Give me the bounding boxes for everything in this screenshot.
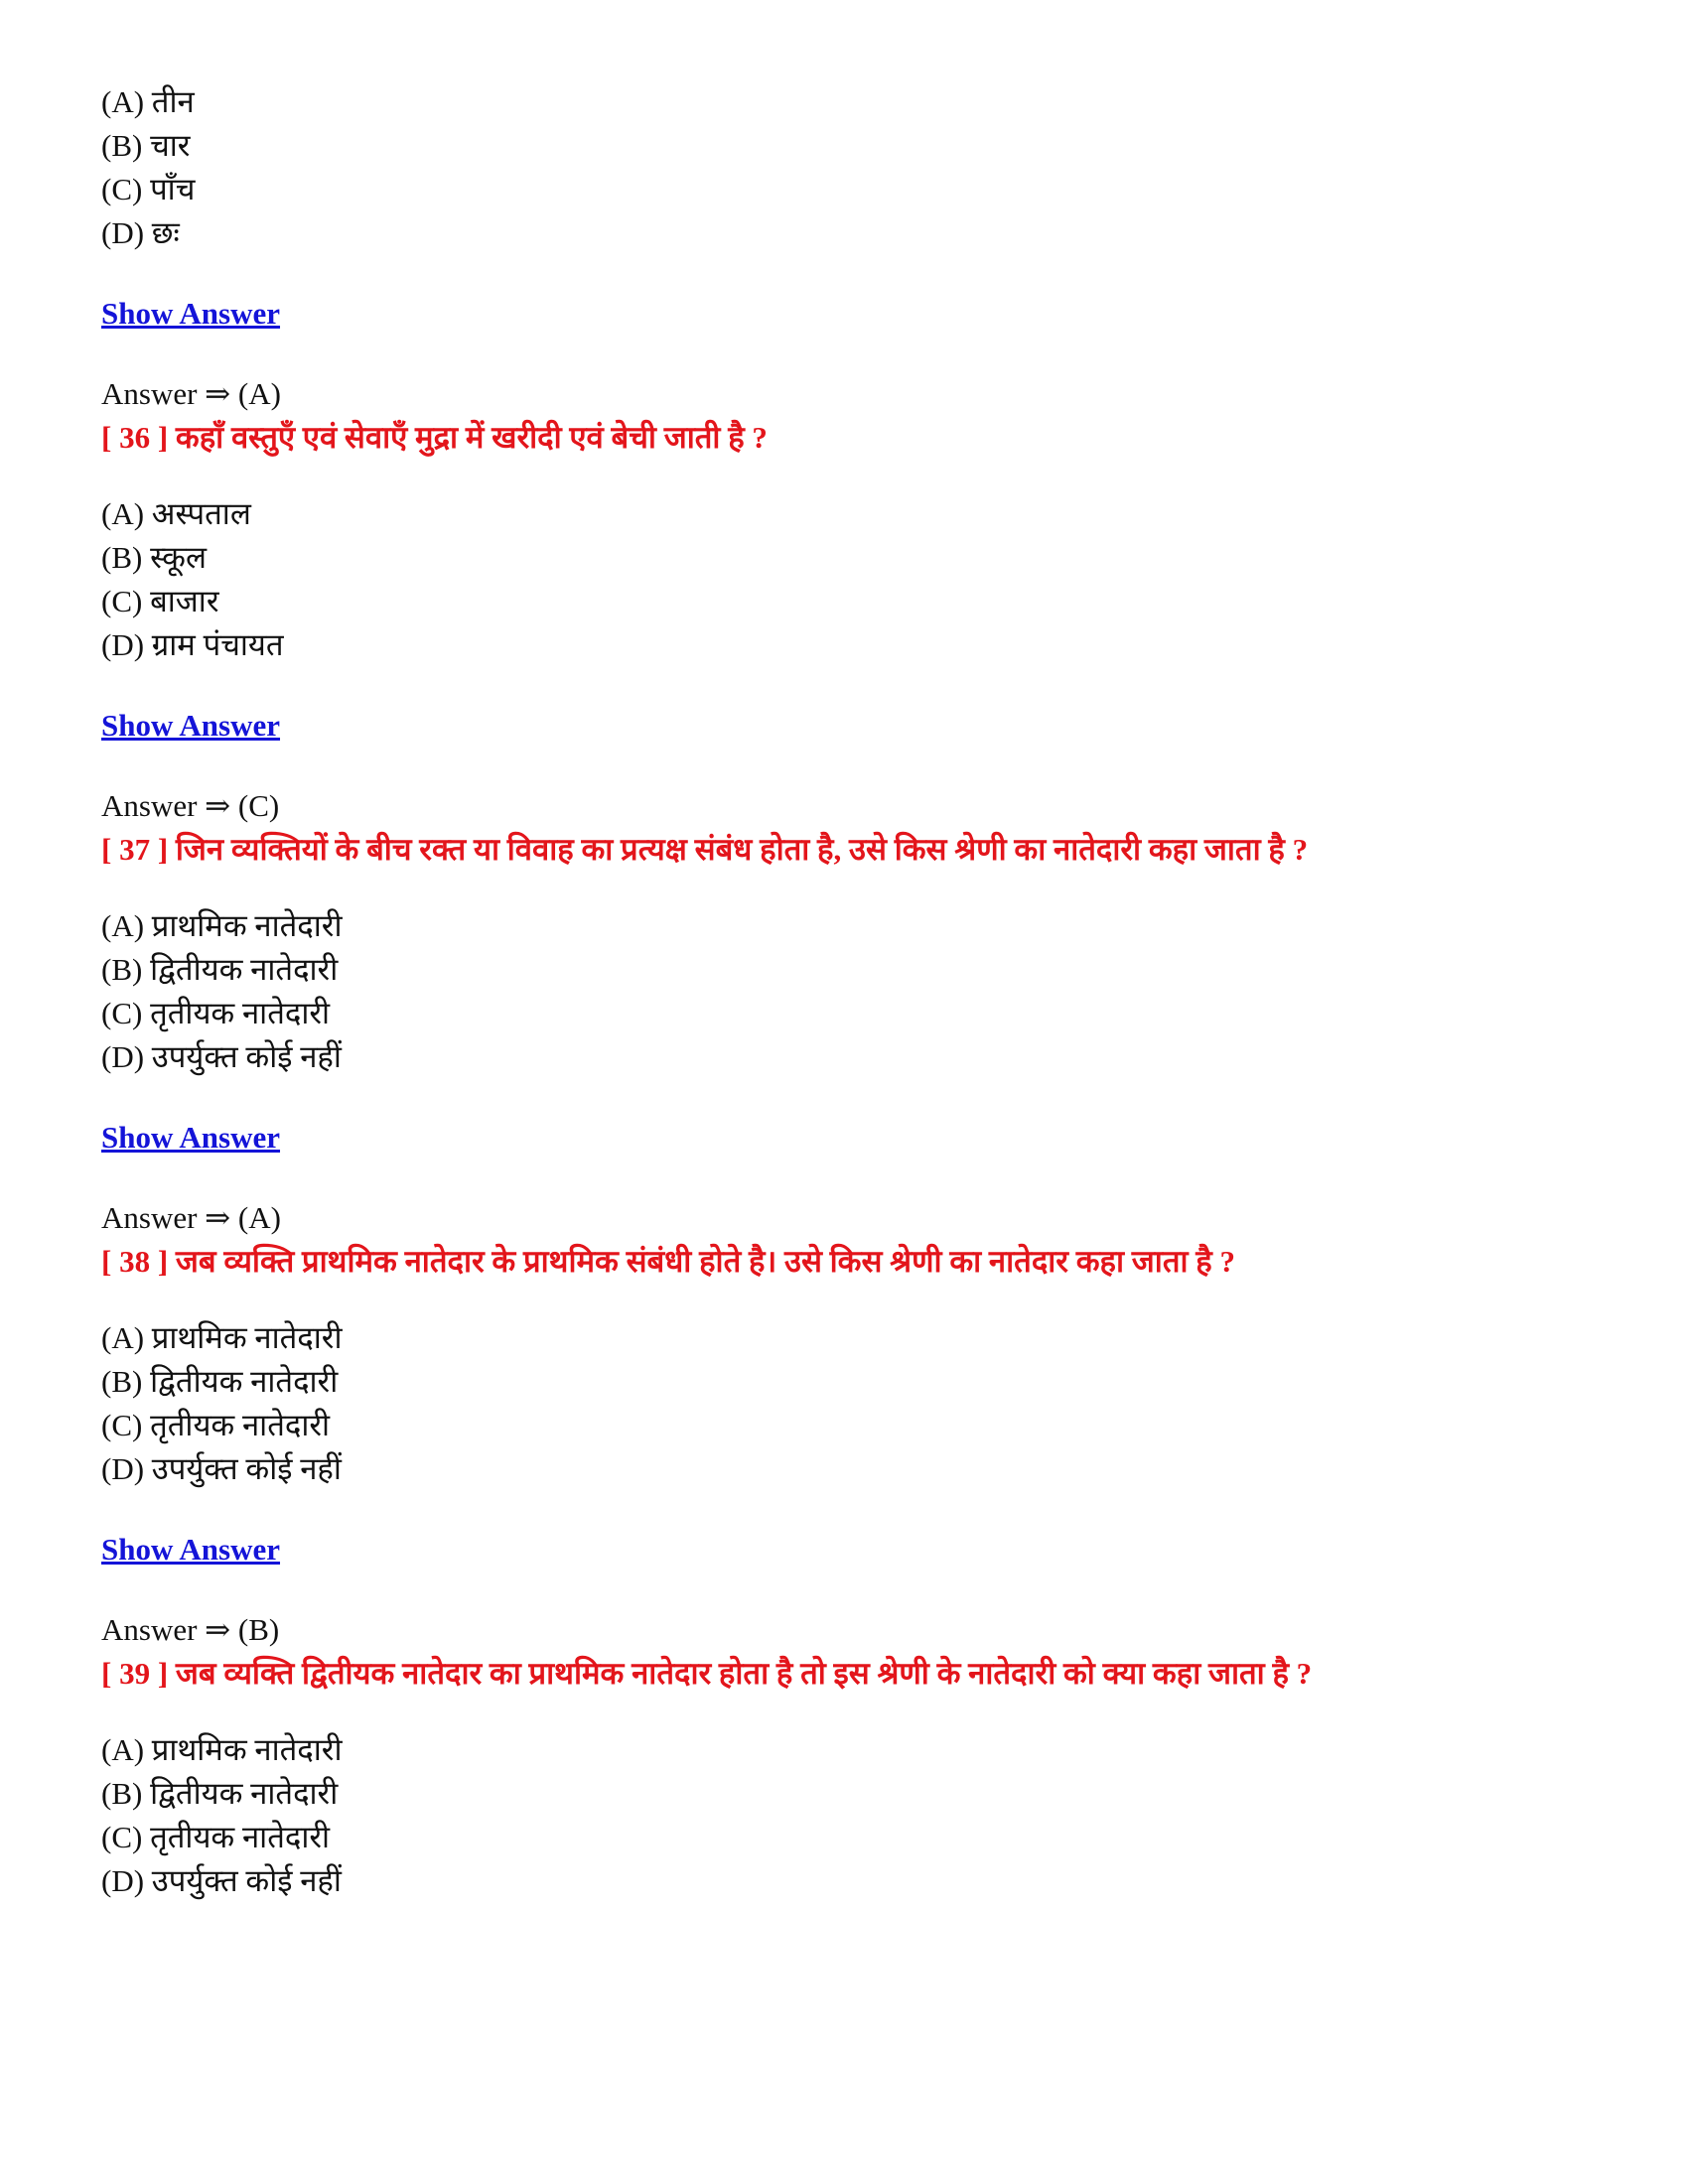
question-title: [ 37 ] जिन व्यक्तियों के बीच रक्त या विवाह का प्रत्यक्ष संबंध होता है, उसे किस श्रेणी का नातेदारी कहा जाता है ? [101,832,1309,867]
answer-text: Answer ⇒ (C) [101,788,280,823]
option-d: (D) छः [101,215,180,250]
option-c: (C) तृतीयक नातेदारी [101,1820,331,1854]
question-block-39 [101,1652,1688,1903]
answer-text: Answer ⇒ (A) [101,1200,281,1235]
show-answer-link[interactable]: Show Answer [101,1532,281,1567]
option-b: (B) चार [101,128,191,163]
option-d: (D) ग्राम पंचायत [101,627,284,662]
option-c: (C) पाँच [101,172,196,206]
question-title: [ 36 ] कहाँ वस्तुएँ एवं सेवाएँ मुद्रा में खरीदी एवं बेची जाती है ? [101,420,768,455]
option-c: (C) तृतीयक नातेदारी [101,1408,331,1442]
option-d: (D) उपर्युक्त कोई नहीं [101,1451,342,1486]
answer-text: Answer ⇒ (A) [101,376,281,411]
option-c: (C) बाजार [101,584,219,618]
show-answer-link[interactable]: Show Answer [101,708,281,743]
option-b: (B) स्कूल [101,540,207,575]
option-a: (A) तीन [101,84,195,119]
option-a: (A) प्राथमिक नातेदारी [101,1320,343,1355]
question-title: [ 39 ] जब व्यक्ति द्वितीयक नातेदार का प्राथमिक नातेदार होता है तो इस श्रेणी के नातेदारी को क्या कहा जाता है ? [101,1656,1313,1691]
option-a: (A) प्राथमिक नातेदारी [101,908,343,943]
answer-text: Answer ⇒ (B) [101,1612,280,1647]
show-answer-link[interactable]: Show Answer [101,296,281,331]
option-b: (B) द्वितीयक नातेदारी [101,1364,339,1399]
option-b: (B) द्वितीयक नातेदारी [101,1776,339,1811]
question-block-38 [101,1240,1688,1652]
question-block-37 [101,828,1688,1240]
question-title: [ 38 ] जब व्यक्ति प्राथमिक नातेदार के प्राथमिक संबंधी होते है। उसे किस श्रेणी का नातेदार कहा जाता है ? [101,1244,1235,1279]
option-a: (A) प्राथमिक नातेदारी [101,1732,343,1767]
option-d: (D) उपर्युक्त कोई नहीं [101,1863,342,1898]
question-block-35 [101,80,1688,416]
show-answer-link[interactable]: Show Answer [101,1120,281,1155]
question-block-36 [101,416,1688,828]
option-c: (C) तृतीयक नातेदारी [101,996,331,1030]
option-b: (B) द्वितीयक नातेदारी [101,952,339,987]
option-a: (A) अस्पताल [101,496,251,531]
option-d: (D) उपर्युक्त कोई नहीं [101,1039,342,1074]
